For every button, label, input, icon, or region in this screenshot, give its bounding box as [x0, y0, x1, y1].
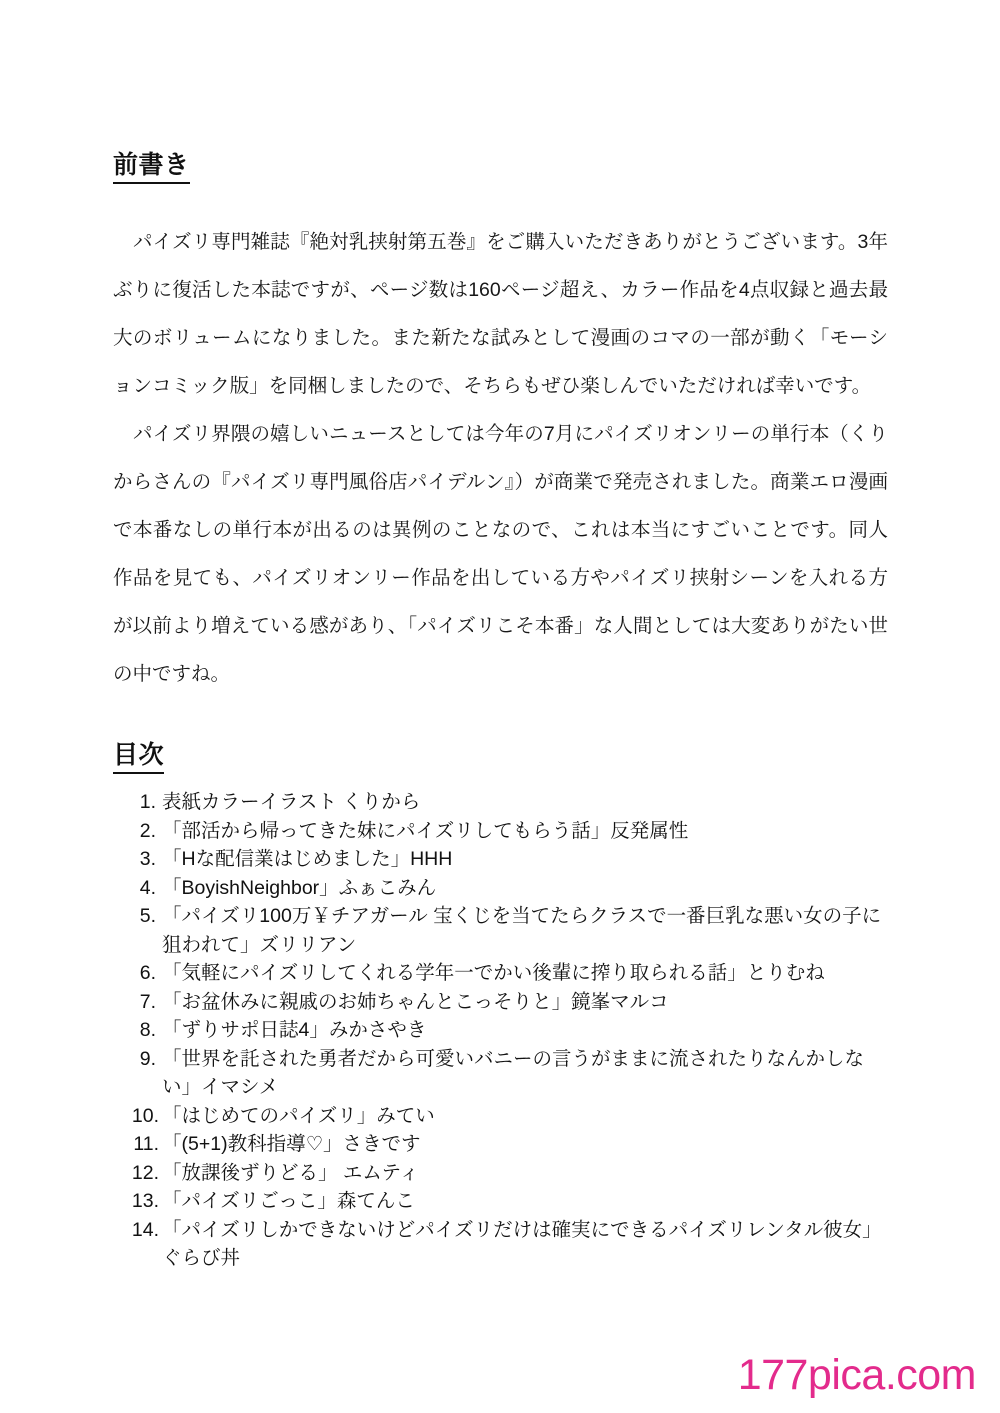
toc-item[interactable] [113, 1187, 888, 1216]
toc-item-title: 「気軽にパイズリしてくれる学年一でかい後輩に搾り取られる話」とりむね [162, 962, 825, 984]
toc-item-number: 14. [131, 1218, 159, 1241]
toc-item[interactable] [113, 1102, 888, 1131]
toc-item[interactable] [113, 988, 888, 1017]
preface-paragraph-2: パイズリ界隈の嬉しいニュースとしては今年の7月にパイズリオンリーの単行本（くりからさんの『パイズリ専門風俗店パイデルン』）が商業で発売されました。商業エロ漫画で本番なしの単行本が出るのは異例のことなので、これは本当にすごいことです。同人作品を見ても、パイズリオンリー作品を出している方やパイズリ挟射シーンを入れる方が以前より増えている感があり、「パイズリこそ本番」な人間としては大変ありがたい世の中ですね。 [113, 423, 888, 685]
toc-item-title: 「(5+1)教科指導♡」さきです [162, 1133, 421, 1155]
toc-item-number: 13. [131, 1190, 159, 1212]
toc-item-title: 「部活から帰ってきた妹にパイズリしてもらう話」反発属性 [162, 819, 689, 842]
toc-item-title: 表紙カラーイラスト くりから [162, 791, 421, 813]
toc-item-title: 「パイズリごっこ」森てんこ [162, 1190, 415, 1212]
toc-item[interactable] [113, 1159, 888, 1188]
toc-item-number: 1. [139, 791, 156, 813]
toc-item-number: 9. [139, 1047, 156, 1070]
toc-item[interactable] [113, 1045, 888, 1102]
toc-item-title: 「Hな配信業はじめました」HHH [162, 848, 453, 870]
page-content [113, 150, 888, 1273]
toc-item[interactable] [113, 845, 888, 874]
toc-item-number: 6. [139, 962, 156, 984]
toc-item-title: 「世界を託された勇者だから可愛いバニーの言うがままに流されたりなんかしない」イマシメ [162, 1047, 865, 1098]
toc-item[interactable] [113, 1216, 888, 1273]
preface-heading: 前書き [113, 150, 190, 184]
toc-item-number: 3. [139, 848, 156, 870]
toc-item-number: 4. [139, 876, 156, 899]
toc-item-number: 7. [139, 990, 156, 1013]
site-watermark: 177pica.com [737, 1351, 976, 1399]
toc-item[interactable] [113, 817, 888, 846]
toc-item-number: 11. [133, 1133, 159, 1155]
preface-heading-wrap [113, 150, 888, 184]
toc-item[interactable] [113, 902, 888, 959]
toc-item[interactable] [113, 1016, 888, 1045]
toc-item[interactable] [113, 959, 888, 988]
toc-item[interactable] [113, 1130, 888, 1159]
toc-item[interactable] [113, 788, 888, 817]
toc-heading: 目次 [113, 740, 164, 774]
preface-body [113, 218, 888, 698]
toc-heading-wrap [113, 740, 888, 774]
toc-item-title: 「はじめてのパイズリ」みてい [162, 1104, 435, 1127]
toc-item-number: 12. [131, 1161, 159, 1184]
toc-item-title: 「パイズリ100万￥チアガール 宝くじを当てたらクラスで一番巨乳な悪い女の子に狙われて」ズリリアン [162, 905, 882, 956]
toc-item-title: 「お盆休みに親戚のお姉ちゃんとこっそりと」鏡峯マルコ [162, 990, 669, 1013]
toc-item-number: 8. [139, 1019, 156, 1041]
toc-item[interactable] [113, 874, 888, 903]
toc-list [113, 788, 888, 1273]
toc-item-number: 10. [131, 1104, 159, 1127]
toc-item-number: 5. [139, 905, 156, 927]
toc-item-title: 「BoyishNeighbor」ふぁこみん [162, 876, 437, 899]
toc-item-title: 「パイズリしかできないけどパイズリだけは確実にできるパイズリレンタル彼女」ぐらび丼 [162, 1218, 882, 1269]
toc-item-title: 「ずりサポ日誌4」みかさやき [162, 1019, 427, 1041]
preface-paragraph-1: パイズリ専門雑誌『絶対乳挟射第五巻』をご購入いただきありがとうございます。3年ぶりに復活した本誌ですが、ページ数は160ページ超え、カラー作品を4点収録と過去最大のボリュームになりました。また新たな試みとして漫画のコマの一部が動く「モーションコミック版」を同梱しましたので、そちらもぜひ楽しんでいただければ幸いです。 [113, 231, 888, 397]
toc-item-number: 2. [139, 819, 156, 842]
toc-item-title: 「放課後ずりどる」 エムティ [162, 1161, 419, 1184]
